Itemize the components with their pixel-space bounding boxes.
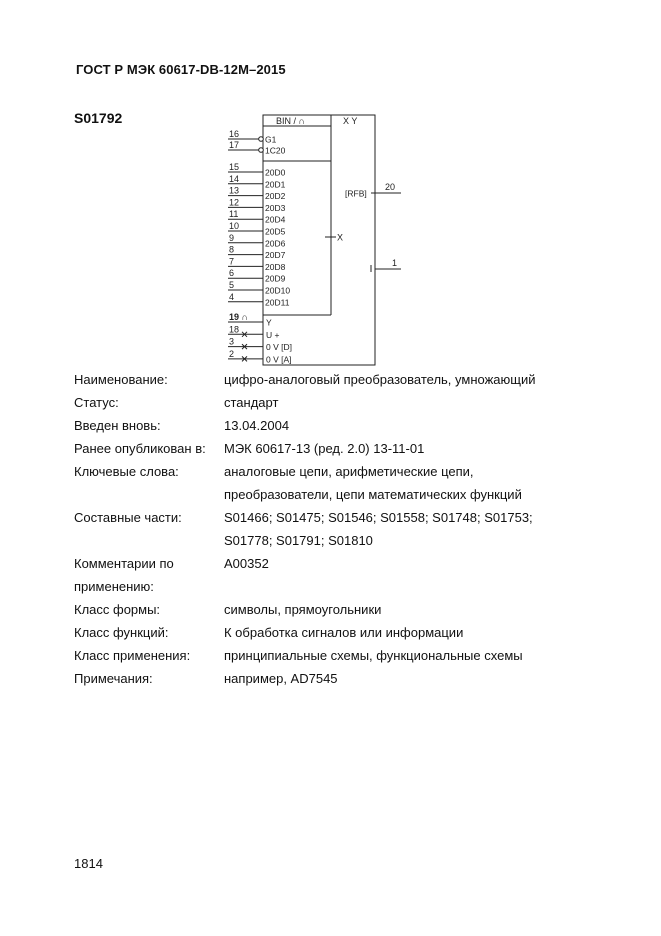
input-pin-label: 1C20 — [265, 145, 286, 156]
property-label-line: Комментарии по — [74, 556, 174, 571]
property-value-line: К обработка сигналов или информации — [224, 625, 464, 640]
input-pin-label: 20D1 — [265, 179, 286, 190]
property-row — [74, 644, 574, 667]
property-label — [74, 460, 224, 506]
input-pin-number: 4 — [229, 291, 235, 302]
property-label — [74, 621, 224, 644]
lower-pin-number: 3 — [229, 336, 235, 347]
negation-circle-icon — [259, 137, 264, 142]
lower-pin-label: Y — [266, 317, 272, 328]
lower-pin-label: U + — [266, 329, 280, 340]
internal-label: X — [337, 232, 344, 243]
property-value — [224, 552, 574, 598]
property-value — [224, 506, 574, 552]
input-pin-number: 10 — [229, 221, 240, 231]
diagram-title-right: X Y — [343, 116, 358, 126]
properties-table — [74, 368, 574, 690]
property-row — [74, 667, 574, 690]
lower-pin-label: 0 V [A] — [266, 354, 292, 365]
property-value — [224, 598, 574, 621]
property-value-line: МЭК 60617-13 (ред. 2.0) 13-11-01 — [224, 441, 425, 456]
input-pin-number: 8 — [229, 244, 235, 255]
property-label-line: Класс формы: — [74, 602, 161, 617]
lower-pin-number: 18 — [229, 324, 240, 335]
input-pin-number: 17 — [229, 140, 240, 150]
property-label-line: Введен вновь: — [74, 418, 161, 433]
property-label — [74, 552, 224, 598]
property-value — [224, 621, 574, 644]
property-value-line: цифро-аналоговый преобразователь, умножающий — [224, 372, 536, 387]
input-pin-number: 13 — [229, 185, 240, 196]
property-label-line: применению: — [74, 579, 154, 594]
input-pin-label: 20D5 — [265, 226, 286, 237]
input-pin-label: 20D10 — [265, 285, 291, 296]
lower-pin-number: 19 ∩ — [229, 312, 249, 322]
property-label-line: Ключевые слова: — [74, 464, 179, 479]
output-pin-label: [RFB] — [345, 188, 367, 199]
property-row — [74, 437, 574, 460]
property-value-line: стандарт — [224, 395, 279, 410]
property-label-line: Примечания: — [74, 671, 153, 686]
input-pin-number: 14 — [229, 173, 240, 184]
property-label — [74, 506, 224, 552]
property-value-line: символы, прямоугольники — [224, 602, 382, 617]
output-pin-number: 1 — [392, 258, 398, 268]
property-value-line: преобразователи, цепи математических функций — [224, 487, 522, 502]
lower-pin-number: 2 — [229, 348, 235, 359]
input-pin-label: G1 — [265, 134, 277, 145]
input-pin-number: 7 — [229, 256, 235, 267]
input-pin-number: 6 — [229, 268, 235, 279]
property-value — [224, 368, 574, 391]
input-pin-label: 20D2 — [265, 191, 286, 202]
property-value — [224, 460, 574, 506]
property-value-line: A00352 — [224, 556, 269, 571]
input-pin-label: 20D4 — [265, 214, 286, 225]
property-value-line: принципиальные схемы, функциональные схемы — [224, 648, 523, 663]
property-row — [74, 621, 574, 644]
property-label — [74, 598, 224, 621]
input-pin-number: 12 — [229, 197, 240, 208]
dac-symbol-diagram — [224, 112, 414, 366]
input-pin-label: 20D6 — [265, 238, 286, 249]
property-row — [74, 460, 574, 506]
property-label-line: Класс применения: — [74, 648, 191, 663]
input-pin-number: 5 — [229, 280, 235, 290]
symbol-id: S01792 — [74, 110, 123, 126]
property-value — [224, 391, 574, 414]
property-value — [224, 644, 574, 667]
property-label — [74, 414, 224, 437]
property-label — [74, 667, 224, 690]
input-pin-number: 9 — [229, 232, 235, 243]
property-value — [224, 414, 574, 437]
negation-circle-icon — [259, 148, 264, 153]
lower-pin-label: 0 V [D] — [266, 342, 292, 353]
property-label-line: Статус: — [74, 395, 119, 410]
property-row — [74, 414, 574, 437]
input-pin-label: 20D3 — [265, 202, 286, 213]
property-row — [74, 391, 574, 414]
property-label-line: Ранее опубликован в: — [74, 441, 206, 456]
standard-header: ГОСТ Р МЭК 60617-DB-12M–2015 — [76, 62, 286, 77]
page-number: 1814 — [74, 856, 103, 871]
property-value — [224, 437, 574, 460]
property-row — [74, 552, 574, 598]
input-pin-label: 20D7 — [265, 250, 286, 261]
input-pin-label: 20D11 — [265, 297, 290, 308]
output-pin-number: 20 — [385, 182, 396, 192]
property-value-line: S01466; S01475; S01546; S01558; S01748; S01753; — [224, 510, 533, 525]
property-label — [74, 391, 224, 414]
property-row — [74, 598, 574, 621]
property-label-line: Наименование: — [74, 372, 168, 387]
property-label — [74, 644, 224, 667]
input-pin-label: 20D8 — [265, 261, 286, 272]
property-label — [74, 437, 224, 460]
property-label-line: Составные части: — [74, 510, 182, 525]
input-pin-label: 20D0 — [265, 167, 286, 178]
property-value-line: аналоговые цепи, арифметические цепи, — [224, 464, 474, 479]
property-label — [74, 368, 224, 391]
property-value-line: S01778; S01791; S01810 — [224, 533, 373, 548]
diagram-title-left: BIN / ∩ — [276, 116, 305, 126]
input-pin-label: 20D9 — [265, 273, 286, 284]
input-pin-number: 15 — [229, 162, 240, 172]
input-pin-number: 16 — [229, 129, 240, 139]
property-value — [224, 667, 574, 690]
property-value-line: 13.04.2004 — [224, 418, 290, 433]
property-value-line: например, AD7545 — [224, 671, 338, 686]
property-label-line: Класс функций: — [74, 625, 169, 640]
property-row — [74, 368, 574, 391]
property-row — [74, 506, 574, 552]
input-pin-number: 11 — [229, 209, 239, 220]
